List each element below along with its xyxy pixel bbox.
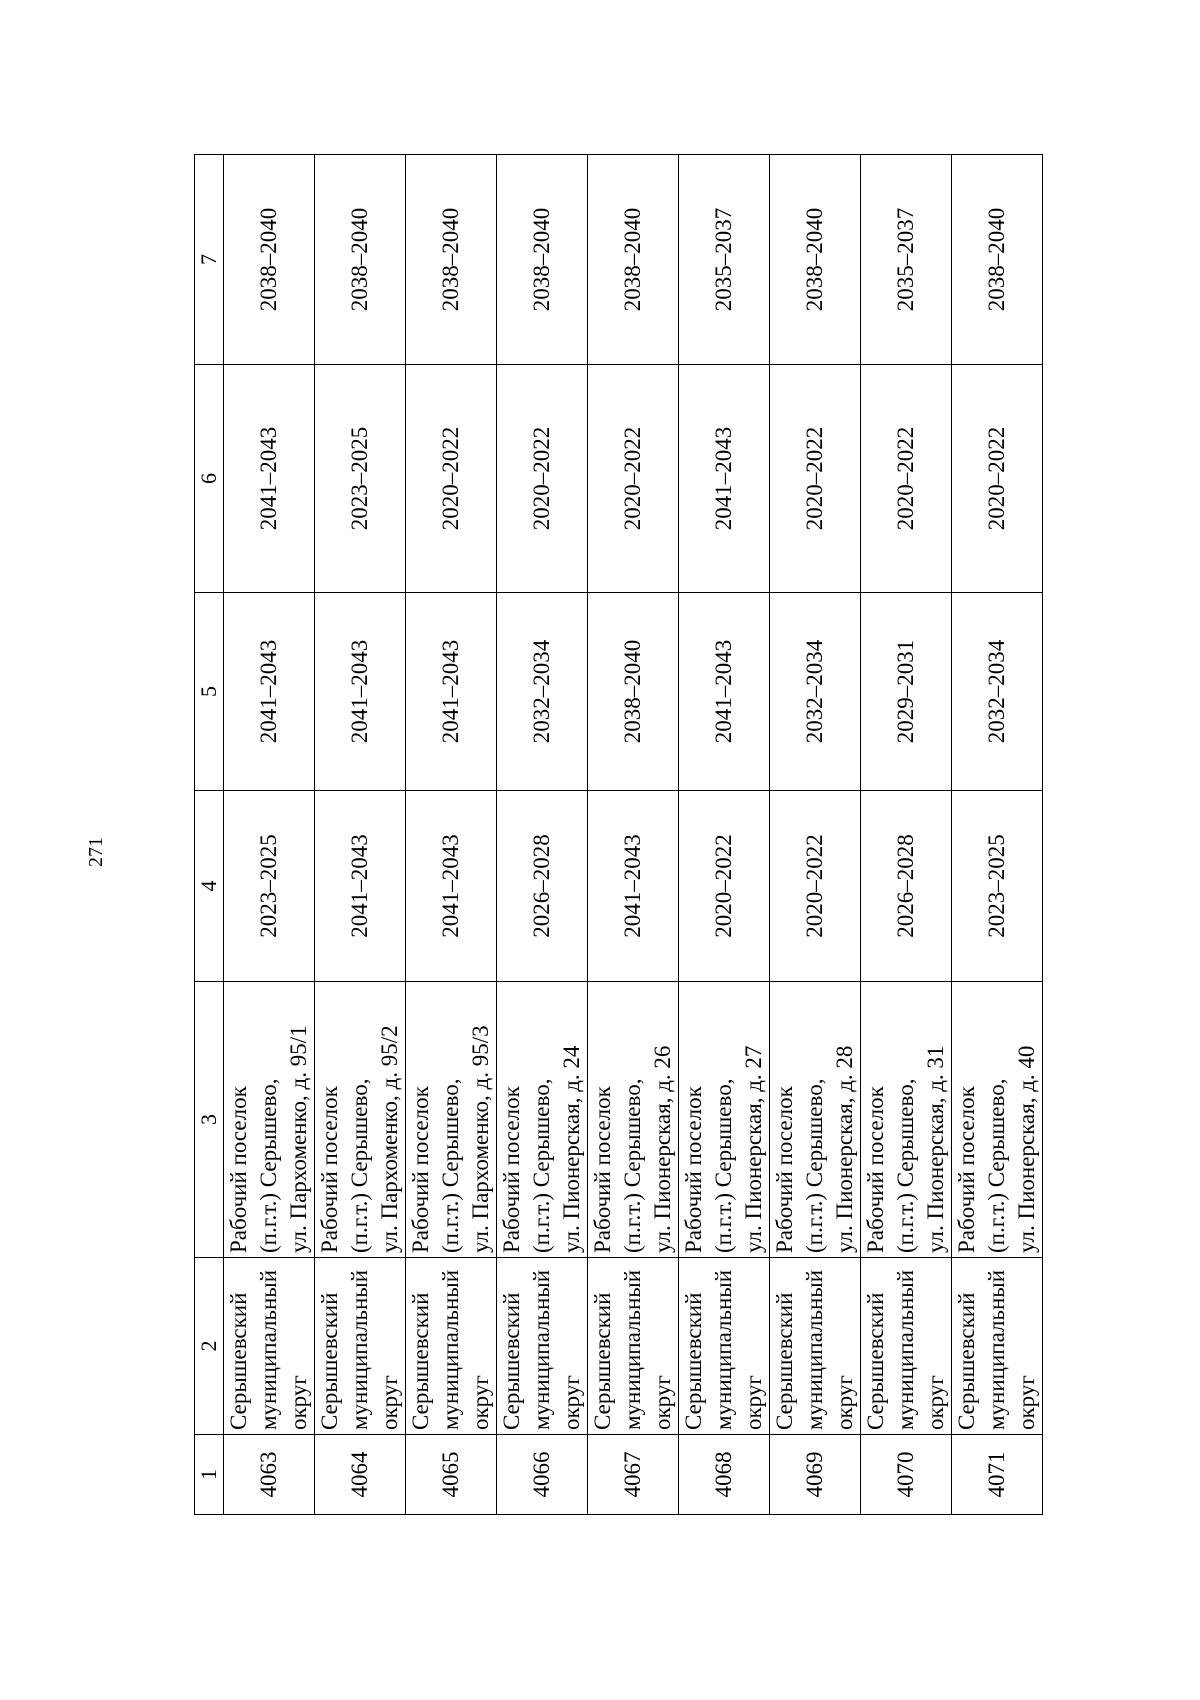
address-cell [952, 982, 1043, 1258]
address-line: Рабочий поселок [681, 1086, 706, 1253]
column-number: 7 [195, 155, 224, 365]
district-cell [315, 1258, 406, 1435]
address-line: (п.г.т.) Серышево, [984, 1078, 1009, 1253]
column-number: 6 [195, 365, 224, 593]
district-line: муниципальный [802, 1269, 827, 1430]
period-col-5: 2041–2043 [406, 593, 497, 791]
row-number: 4066 [497, 1435, 588, 1515]
address-line: (п.г.т.) Серышево, [711, 1078, 736, 1253]
period-col-5: 2032–2034 [770, 593, 861, 791]
district-line: муниципальный [984, 1269, 1009, 1430]
address-cell [406, 982, 497, 1258]
period-col-6: 2020–2022 [770, 365, 861, 593]
address-line: Рабочий поселок [226, 1086, 251, 1253]
column-number: 4 [195, 791, 224, 982]
district-line: муниципальный [347, 1269, 372, 1430]
column-number-row [195, 155, 224, 1515]
address-line: ул. Пионерская, д. 28 [832, 1045, 857, 1253]
address-line: Рабочий поселок [590, 1086, 615, 1253]
row-number: 4070 [861, 1435, 952, 1515]
address-cell [224, 982, 315, 1258]
period-col-4: 2041–2043 [588, 791, 679, 982]
district-line: муниципальный [529, 1269, 554, 1430]
address-line: ул. Пионерская, д. 31 [923, 1045, 948, 1253]
district-line: муниципальный [711, 1269, 736, 1430]
row-number: 4071 [952, 1435, 1043, 1515]
district-cell [952, 1258, 1043, 1435]
district-line: Серышевский [590, 1292, 615, 1430]
address-line: (п.г.т.) Серышево, [347, 1078, 372, 1253]
district-cell [497, 1258, 588, 1435]
table-row [224, 155, 315, 1515]
period-col-6: 2020–2022 [952, 365, 1043, 593]
address-cell [770, 982, 861, 1258]
district-cell [588, 1258, 679, 1435]
address-cell [588, 982, 679, 1258]
district-line: округ [650, 1375, 675, 1430]
period-col-6: 2041–2043 [224, 365, 315, 593]
table-row [679, 155, 770, 1515]
period-col-5: 2029–2031 [861, 593, 952, 791]
address-line: (п.г.т.) Серышево, [529, 1078, 554, 1253]
period-col-4: 2026–2028 [497, 791, 588, 982]
district-line: Серышевский [954, 1292, 979, 1430]
address-line: ул. Пионерская, д. 26 [650, 1045, 675, 1253]
district-line: округ [286, 1375, 311, 1430]
column-number: 3 [195, 982, 224, 1258]
address-line: ул. Пионерская, д. 40 [1014, 1045, 1039, 1253]
column-number: 2 [195, 1258, 224, 1435]
district-line: округ [468, 1375, 493, 1430]
period-col-6: 2020–2022 [497, 365, 588, 593]
period-col-7: 2038–2040 [497, 155, 588, 365]
district-line: округ [923, 1375, 948, 1430]
table-row [952, 155, 1043, 1515]
address-line: Рабочий поселок [408, 1086, 433, 1253]
registry-table-wrapper [194, 155, 1043, 1515]
period-col-4: 2023–2025 [952, 791, 1043, 982]
address-line: ул. Пархоменко, д. 95/3 [468, 1025, 493, 1253]
column-number: 5 [195, 593, 224, 791]
row-number: 4065 [406, 1435, 497, 1515]
table-row [770, 155, 861, 1515]
address-line: (п.г.т.) Серышево, [256, 1078, 281, 1253]
district-line: Серышевский [772, 1292, 797, 1430]
period-col-6: 2020–2022 [588, 365, 679, 593]
district-line: округ [559, 1375, 584, 1430]
address-cell [861, 982, 952, 1258]
district-line: округ [832, 1375, 857, 1430]
address-line: ул. Пионерская, д. 24 [559, 1045, 584, 1253]
period-col-7: 2038–2040 [406, 155, 497, 365]
period-col-7: 2038–2040 [952, 155, 1043, 365]
period-col-4: 2041–2043 [406, 791, 497, 982]
address-cell [315, 982, 406, 1258]
period-col-4: 2020–2022 [679, 791, 770, 982]
district-line: Серышевский [226, 1292, 251, 1430]
district-line: Серышевский [317, 1292, 342, 1430]
address-line: (п.г.т.) Серышево, [438, 1078, 463, 1253]
period-col-7: 2038–2040 [770, 155, 861, 365]
district-line: муниципальный [620, 1269, 645, 1430]
period-col-6: 2041–2043 [679, 365, 770, 593]
address-line: ул. Пархоменко, д. 95/2 [377, 1025, 402, 1253]
district-line: Серышевский [863, 1292, 888, 1430]
period-col-5: 2032–2034 [497, 593, 588, 791]
district-line: муниципальный [256, 1269, 281, 1430]
table-row [315, 155, 406, 1515]
district-line: Серышевский [499, 1292, 524, 1430]
period-col-5: 2041–2043 [679, 593, 770, 791]
period-col-5: 2041–2043 [315, 593, 406, 791]
period-col-7: 2038–2040 [588, 155, 679, 365]
district-cell [224, 1258, 315, 1435]
period-col-5: 2038–2040 [588, 593, 679, 791]
table-row [861, 155, 952, 1515]
period-col-7: 2038–2040 [224, 155, 315, 365]
address-line: (п.г.т.) Серышево, [893, 1078, 918, 1253]
district-line: муниципальный [893, 1269, 918, 1430]
row-number: 4069 [770, 1435, 861, 1515]
period-col-6: 2020–2022 [406, 365, 497, 593]
district-line: Серышевский [681, 1292, 706, 1430]
address-line: ул. Пархоменко, д. 95/1 [286, 1025, 311, 1253]
district-cell [770, 1258, 861, 1435]
row-number: 4064 [315, 1435, 406, 1515]
period-col-7: 2038–2040 [315, 155, 406, 365]
address-cell [497, 982, 588, 1258]
district-cell [861, 1258, 952, 1435]
page-number: 271 [85, 837, 107, 867]
address-cell [679, 982, 770, 1258]
period-col-7: 2035–2037 [679, 155, 770, 365]
period-col-7: 2035–2037 [861, 155, 952, 365]
district-cell [679, 1258, 770, 1435]
period-col-5: 2032–2034 [952, 593, 1043, 791]
period-col-5: 2041–2043 [224, 593, 315, 791]
table-row [497, 155, 588, 1515]
table-body [224, 155, 1043, 1515]
address-line: Рабочий поселок [863, 1086, 888, 1253]
address-line: (п.г.т.) Серышево, [802, 1078, 827, 1253]
period-col-6: 2023–2025 [315, 365, 406, 593]
period-col-4: 2023–2025 [224, 791, 315, 982]
district-cell [406, 1258, 497, 1435]
table-row [588, 155, 679, 1515]
row-number: 4063 [224, 1435, 315, 1515]
period-col-4: 2020–2022 [770, 791, 861, 982]
district-line: муниципальный [438, 1269, 463, 1430]
address-line: Рабочий поселок [499, 1086, 524, 1253]
registry-table [194, 154, 1043, 1515]
row-number: 4068 [679, 1435, 770, 1515]
address-line: Рабочий поселок [317, 1086, 342, 1253]
district-line: округ [741, 1375, 766, 1430]
address-line: Рабочий поселок [954, 1086, 979, 1253]
period-col-6: 2020–2022 [861, 365, 952, 593]
table-row [406, 155, 497, 1515]
district-line: округ [1014, 1375, 1039, 1430]
column-number: 1 [195, 1435, 224, 1515]
row-number: 4067 [588, 1435, 679, 1515]
address-line: ул. Пионерская, д. 27 [741, 1045, 766, 1253]
district-line: Серышевский [408, 1292, 433, 1430]
district-line: округ [377, 1375, 402, 1430]
address-line: Рабочий поселок [772, 1086, 797, 1253]
address-line: (п.г.т.) Серышево, [620, 1078, 645, 1253]
period-col-4: 2041–2043 [315, 791, 406, 982]
period-col-4: 2026–2028 [861, 791, 952, 982]
